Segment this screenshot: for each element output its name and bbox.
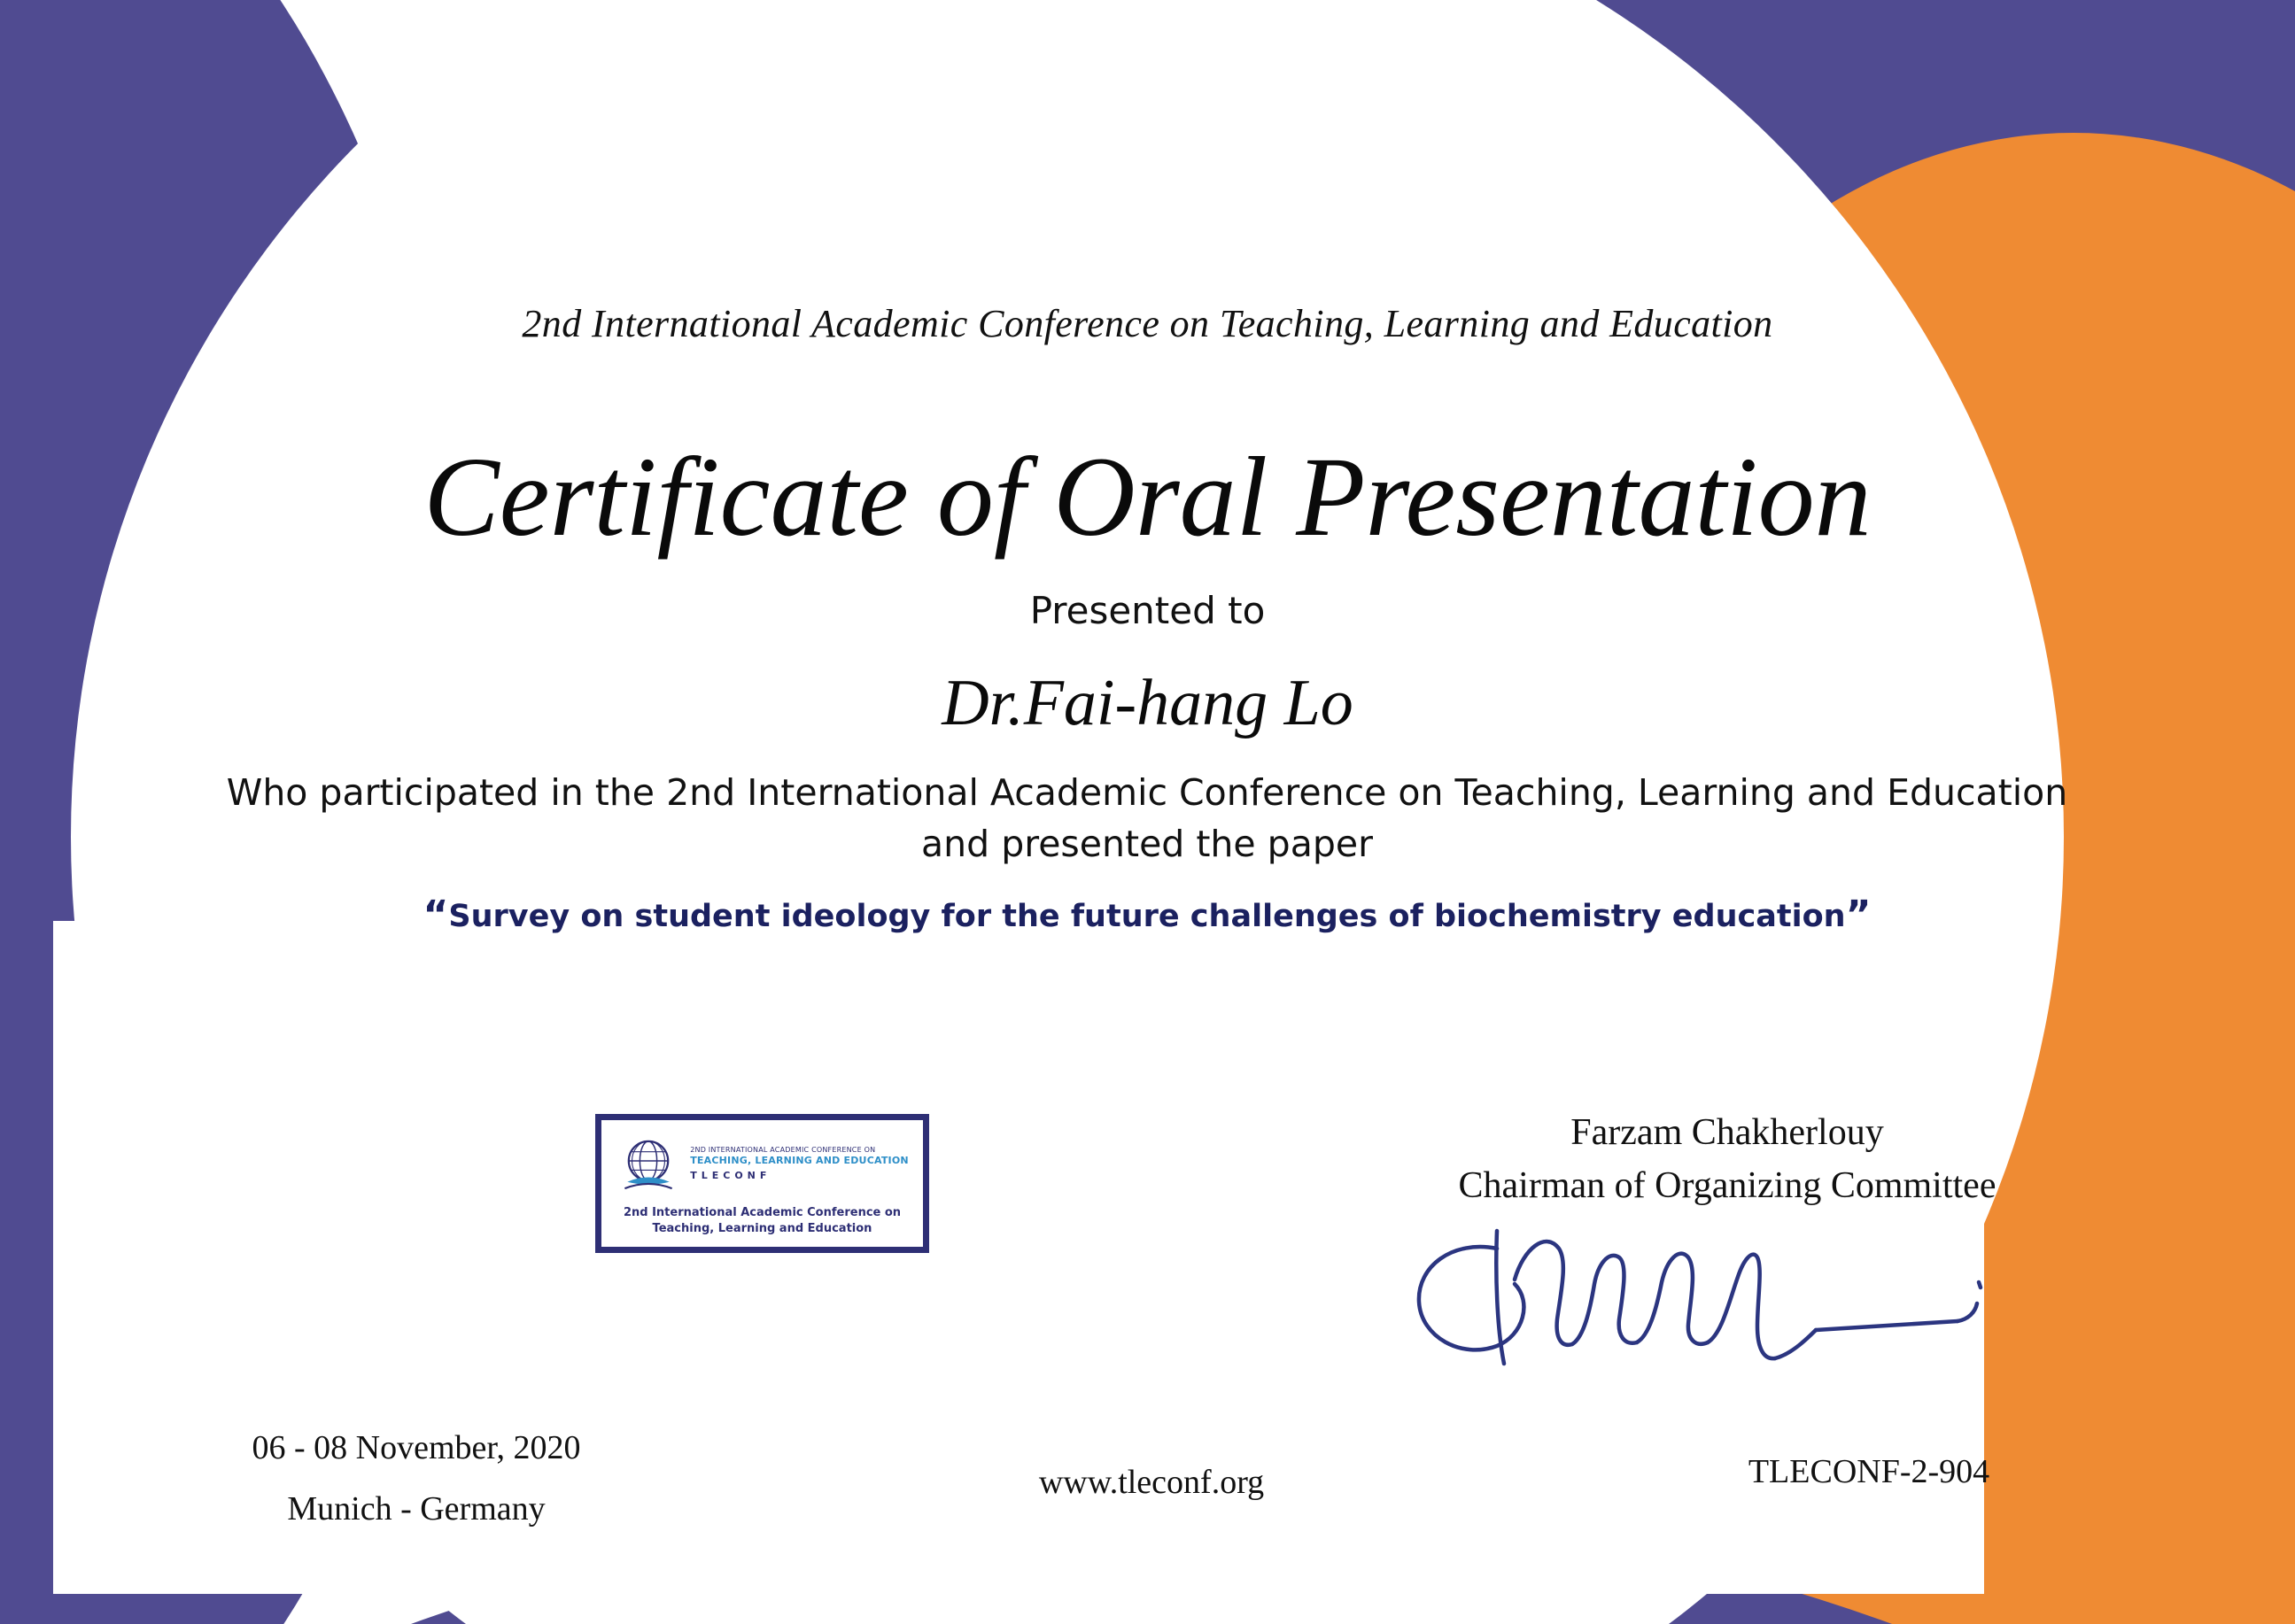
- logo-wordmark-line3: TLECONF: [690, 1169, 771, 1181]
- logo-wordmark-line1: 2ND INTERNATIONAL ACADEMIC CONFERENCE ON: [690, 1145, 876, 1154]
- globe-icon: [616, 1131, 681, 1196]
- logo-caption-line1: 2nd International Academic Conference on: [623, 1206, 902, 1219]
- signatory-name: Farzam Chakherlouy: [1570, 1112, 1884, 1153]
- certificate-reference-code: TLECONF-2-904: [1748, 1453, 1990, 1490]
- close-quote: ”: [1845, 893, 1872, 938]
- recipient-name: Dr.Fai-hang Lo: [942, 667, 1353, 739]
- logo-caption: [624, 1205, 901, 1236]
- signatory-role: Chairman of Organizing Committee: [1458, 1165, 1996, 1206]
- conference-website: www.tleconf.org: [1038, 1464, 1265, 1501]
- presented-to-label: Presented to: [1029, 589, 1266, 632]
- certificate-title: Certificate of Oral Presentation: [423, 434, 1872, 560]
- paper-title: Survey on student ideology for the future challenges of biochemistry education: [448, 899, 1846, 934]
- logo-wordmark: [690, 1146, 909, 1182]
- logo-wordmark-line2: TEACHING, LEARNING AND EDUCATION: [690, 1154, 909, 1166]
- conference-logo: [595, 1114, 929, 1253]
- conference-date: 06 - 08 November, 2020: [252, 1429, 581, 1466]
- paper-title-line: [217, 893, 2077, 938]
- participation-statement: Who participated in the 2nd International Academic Conference on Teaching, Learning and Education and presented the paper: [226, 771, 2068, 866]
- signature-mark: [1391, 1195, 2011, 1399]
- conference-title: 2nd International Academic Conference on Teaching, Learning and Education: [522, 302, 1773, 345]
- open-quote: “: [423, 893, 449, 938]
- logo-caption-line2: Teaching, Learning and Education: [652, 1221, 872, 1235]
- conference-location: Munich - Germany: [287, 1490, 546, 1527]
- logo-row: [616, 1131, 909, 1196]
